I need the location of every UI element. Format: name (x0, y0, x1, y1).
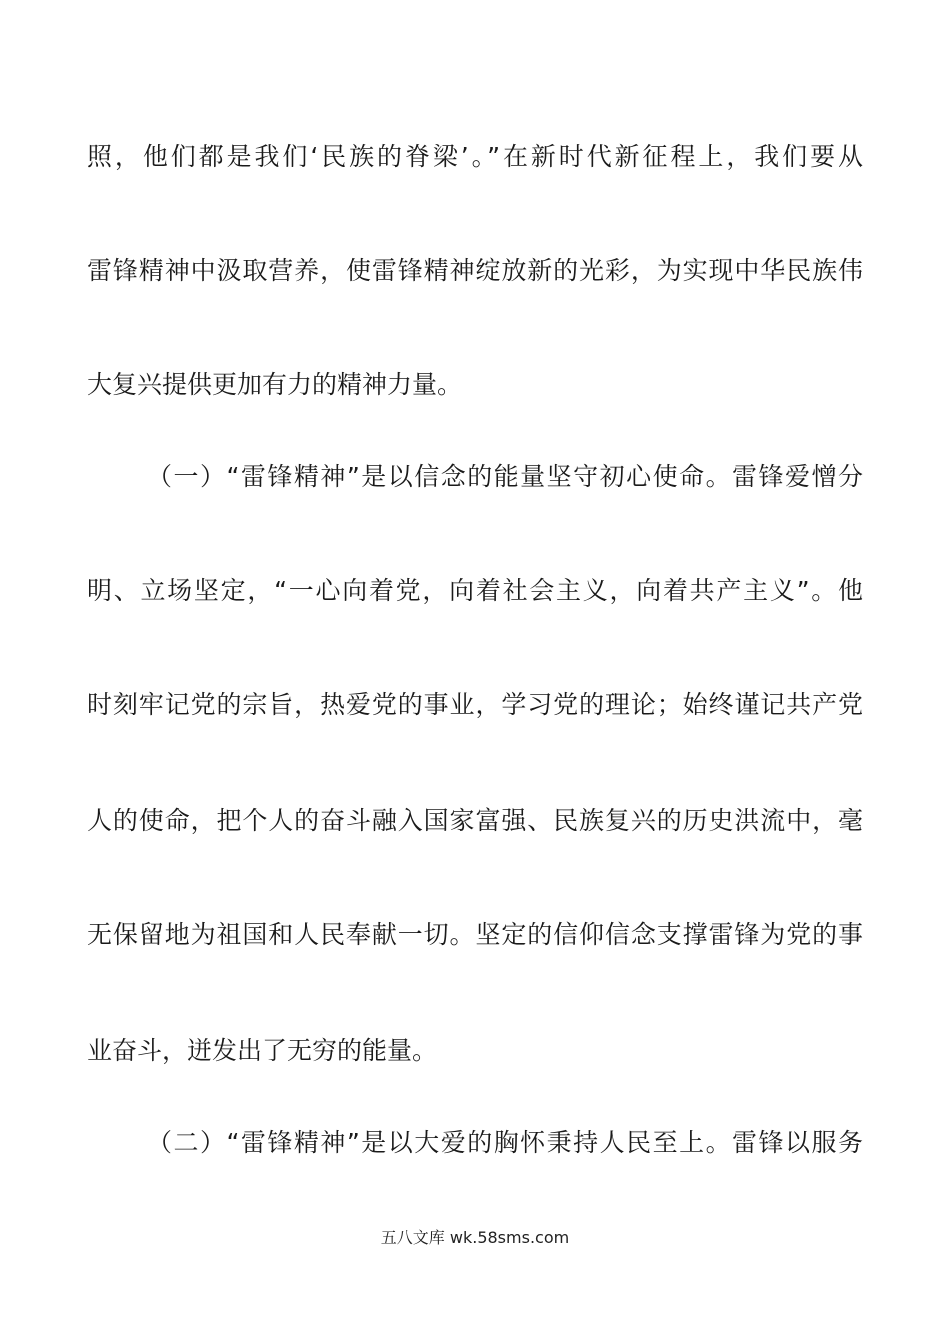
paragraph-line: 无保留地为祖国和人民奉献一切。坚定的信仰信念支撑雷锋为党的事 (87, 920, 863, 949)
paragraph-line: 雷锋精神中汲取营养，使雷锋精神绽放新的光彩，为实现中华民族伟 (87, 256, 863, 285)
paragraph-line: 人的使命，把个人的奋斗融入国家富强、民族复兴的历史洪流中，毫 (87, 806, 863, 835)
paragraph-line: 照，他们都是我们‘民族的脊梁’。”在新时代新征程上，我们要从 (87, 142, 863, 171)
paragraph-line: 时刻牢记党的宗旨，热爱党的事业，学习党的理论；始终谨记共产党 (87, 690, 863, 719)
page-footer-watermark: 五八文库 wk.58sms.com (380, 1228, 570, 1247)
paragraph-line: 大复兴提供更加有力的精神力量。 (87, 370, 463, 399)
paragraph-line: 明、立场坚定，“一心向着党，向着社会主义，向着共产主义”。他 (87, 576, 863, 605)
paragraph-line: 业奋斗，迸发出了无穷的能量。 (87, 1036, 438, 1065)
paragraph-line: （一）“雷锋精神”是以信念的能量坚守初心使命。雷锋爱憎分 (147, 462, 863, 491)
paragraph-line: （二）“雷锋精神”是以大爱的胸怀秉持人民至上。雷锋以服务 (147, 1128, 863, 1157)
